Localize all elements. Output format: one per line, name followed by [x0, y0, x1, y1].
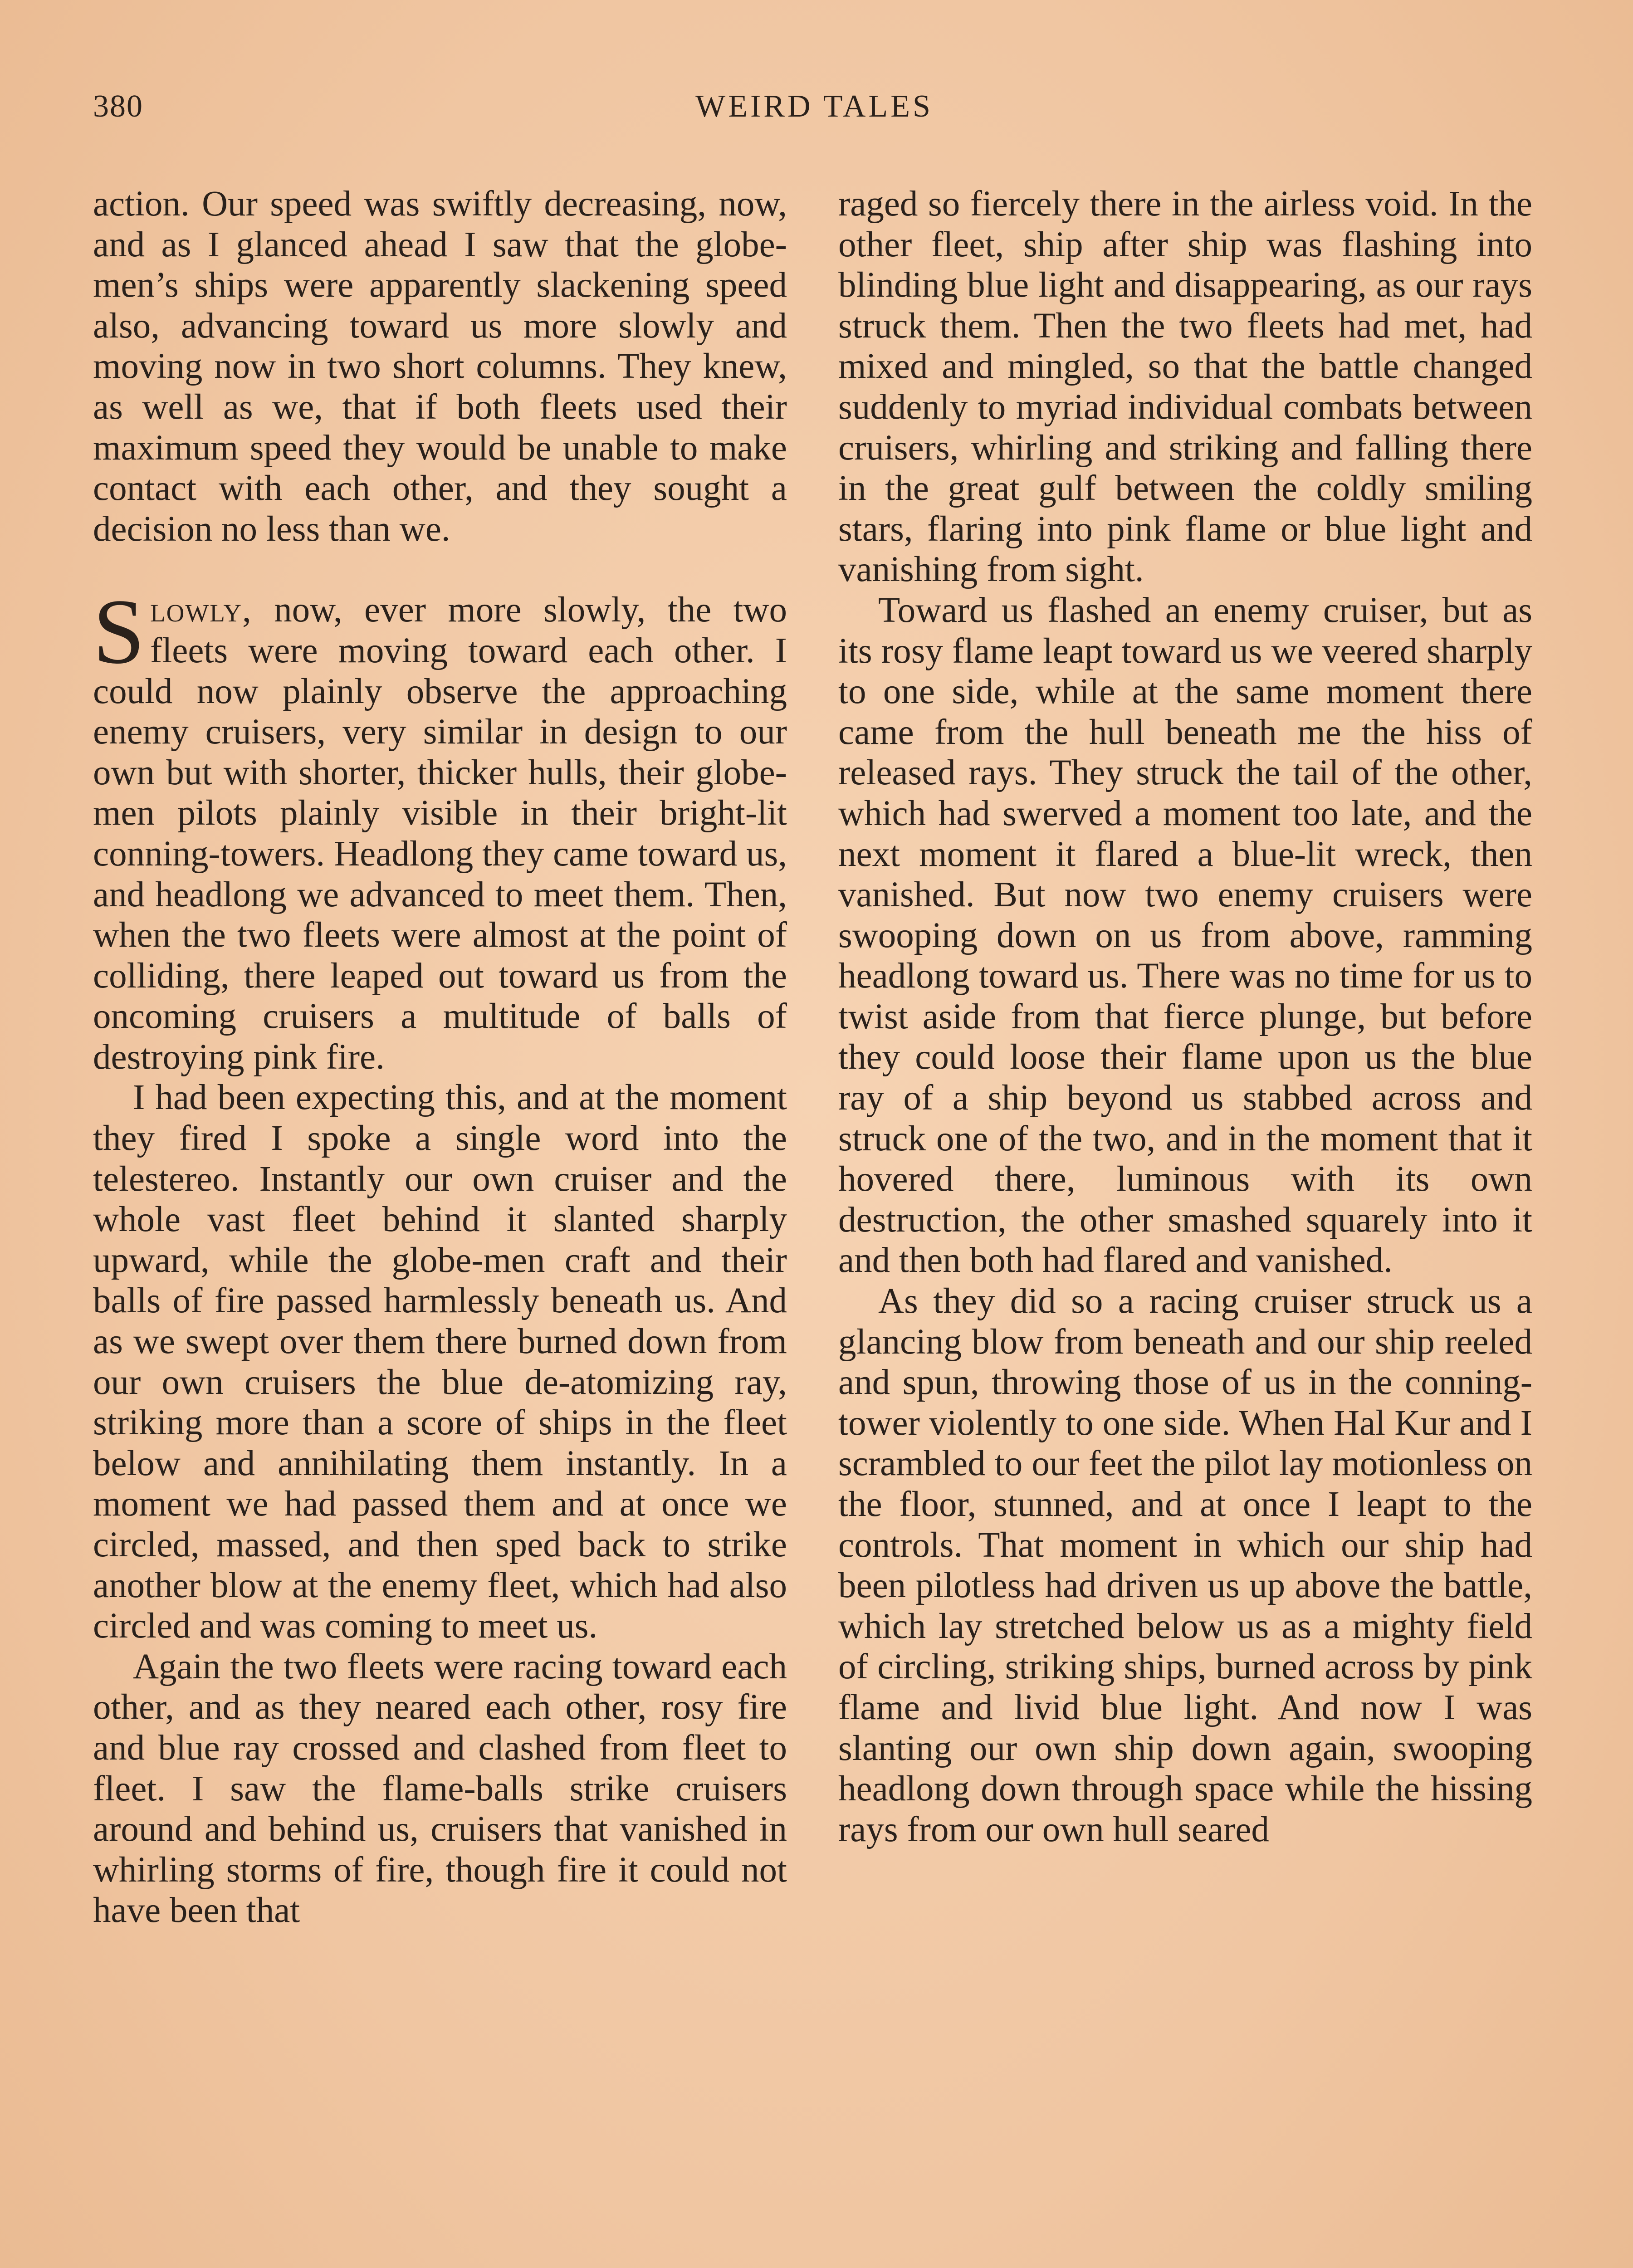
paragraph-dropcap — [93, 580, 787, 1077]
right-column — [838, 184, 1532, 1850]
page-header — [93, 88, 1535, 129]
left-column — [93, 184, 787, 1931]
paragraph: action. Our speed was swiftly decreasing, now, and as I glanced ahead I saw that the globe-men’s ships were apparently slackening speed also, advancing toward us more slowly and moving now in two short columns. They knew, as well as we, that if both fleets used their maximum speed they would be unable to make contact with each other, and they sought a decision no less than we. — [93, 184, 787, 549]
paragraph: Toward us flashed an enemy cruiser, but as its rosy flame leapt toward us we veered sharply to one side, while at the same moment there came from the hull beneath me the hiss of released rays. They struck the tail of the other, which had swerved a moment too late, and the next moment it flared a blue-lit wreck, then vanished. But now two enemy cruisers were swooping down on us from above, ramming headlong toward us. There was no time for us to twist aside from that fierce plunge, but before they could loose their flame upon us the blue ray of a ship beyond us stabbed across and struck one of the two, and in the moment that it hovered there, luminous with its own destruction, the other smashed squarely into it and then both had flared and vanished. — [838, 590, 1532, 1281]
paragraph-text: now, ever more slowly, the two fleets were moving toward each other. I could now plainly observe the approaching enemy cruisers, very similar in design to our own but with shorter, thicker hulls, their globe-men pilots plainly visible in their bright-lit conning-towers. Headlong they came toward us, and headlong we advanced to meet them. Then, when the two fleets were almost at the point of colliding, there leaped out toward us from the oncoming cruisers a multitude of balls of destroying pink fire. — [93, 590, 787, 1077]
paragraph: raged so fiercely there in the airless void. In the other fleet, ship after ship was flashing into blinding blue light and disappearing, as our rays struck them. Then the two fleets had met, had mixed and mingled, so that the battle changed suddenly to myriad individual combats between cruisers, whirling and striking and falling there in the great gulf between the coldly smiling stars, flaring into pink flame or blue light and vanishing from sight. — [838, 184, 1532, 590]
paragraph: As they did so a racing cruiser struck us a glancing blow from beneath and our ship reeled and spun, throwing those of us in the conning-tower violently to one side. When Hal Kur and I scrambled to our feet the pilot lay motionless on the floor, stunned, and at once I leapt to the controls. That moment in which our ship had been pilotless had driven us up above the battle, which lay stretched below us as a mighty field of circling, striking ships, burned across by pink flame and livid blue light. And now I was slanting our own ship down again, swooping headlong down through space while the hissing rays from our own hull seared — [838, 1281, 1532, 1849]
paragraph: Again the two fleets were racing toward each other, and as they neared each other, rosy fire and blue ray crossed and clashed from fleet to fleet. I saw the flame-balls strike cruisers around and behind us, cruisers that vanished in whirling storms of fire, though fire it could not have been that — [93, 1647, 787, 1931]
drop-cap: S — [93, 580, 145, 684]
small-caps-lead: lowly, — [150, 590, 252, 630]
paragraph: I had been expecting this, and at the moment they fired I spoke a single word into the telestereo. Instantly our own cruiser and the whole vast fleet behind it slanted sharply upward, while the globe-men craft and their balls of fire passed harmlessly beneath us. And as we swept over them there burned down from our own cruisers the blue de-atomizing ray, striking more than a score of ships in the fleet below and annihilating them instantly. In a moment we had passed them and at once we circled, massed, and then sped back to strike another blow at the enemy fleet, which had also circled and was coming to meet us. — [93, 1078, 787, 1646]
page-number: 380 — [93, 89, 143, 124]
running-title: WEIRD TALES — [695, 89, 933, 124]
